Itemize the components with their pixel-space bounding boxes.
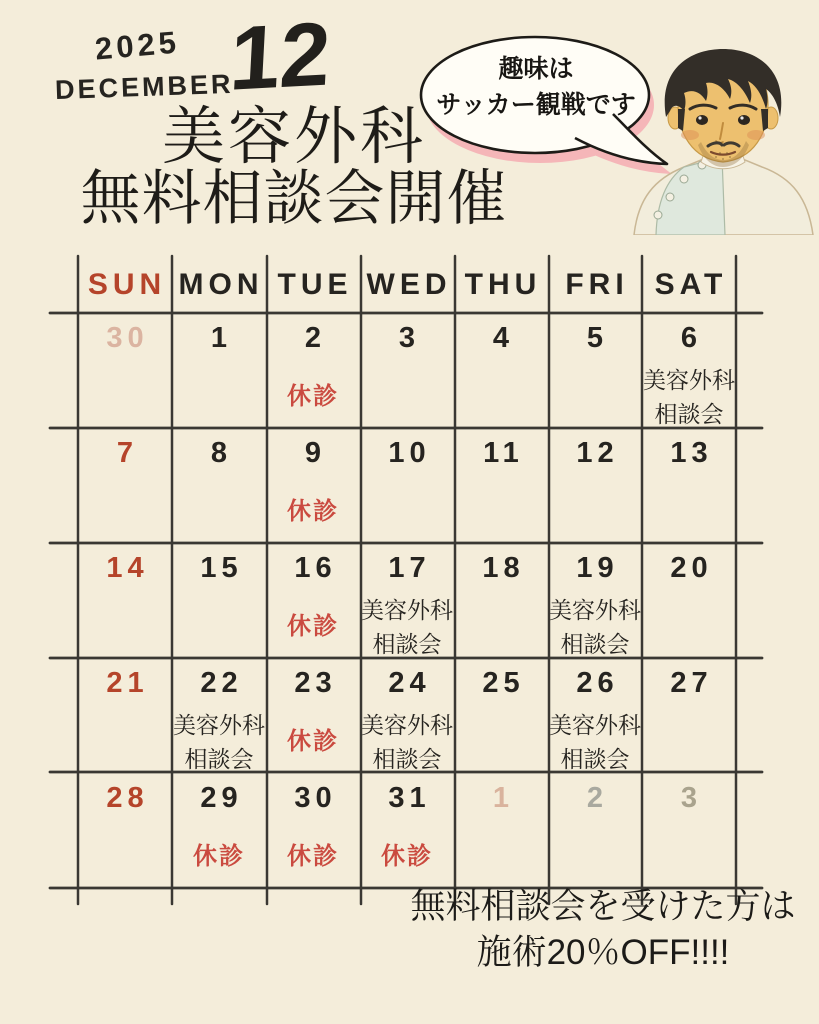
promo-text <box>388 884 818 976</box>
calendar-cell <box>454 543 548 658</box>
event-note: 美容外科 相談会 <box>361 596 453 658</box>
day-number: 6 <box>680 322 703 354</box>
year-label: 2025 <box>93 24 182 67</box>
day-number: 11 <box>483 437 524 469</box>
day-number: 16 <box>294 552 337 584</box>
calendar-cell <box>266 658 360 773</box>
calendar-cell <box>172 658 266 773</box>
calendar-cell <box>454 773 548 888</box>
calendar-cell <box>548 658 642 773</box>
calendar-cell <box>78 313 172 428</box>
speech-bubble-line2: サッカー観戦です <box>436 90 636 119</box>
day-number: 2 <box>304 322 327 354</box>
day-header-thu: THU <box>464 268 542 301</box>
calendar-cell <box>172 313 266 428</box>
speech-bubble-line1: 趣味は <box>498 55 574 83</box>
day-number: 13 <box>670 437 713 469</box>
day-header-sat: SAT <box>654 268 728 301</box>
event-note: 美容外科 相談会 <box>361 711 453 773</box>
calendar-cell <box>266 543 360 658</box>
closed-note: 休診 <box>287 727 339 755</box>
day-number: 2 <box>586 782 609 814</box>
day-number: 25 <box>482 667 525 699</box>
calendar-cell <box>172 543 266 658</box>
calendar-cell <box>454 313 548 428</box>
month-number-label: 12 <box>227 4 333 110</box>
page-title-line2: 無料相談会開催 <box>80 165 508 232</box>
day-number: 9 <box>304 437 327 469</box>
day-number: 10 <box>388 437 431 469</box>
day-number: 30 <box>106 322 149 354</box>
calendar-cell <box>78 658 172 773</box>
closed-note: 休診 <box>193 842 245 870</box>
calendar-cell <box>548 543 642 658</box>
calendar-cell <box>454 428 548 543</box>
day-number: 21 <box>106 667 149 699</box>
day-number: 4 <box>492 322 515 354</box>
calendar-cell <box>172 428 266 543</box>
day-number: 23 <box>294 667 337 699</box>
event-note: 美容外科 相談会 <box>173 711 265 773</box>
day-header-wed: WED <box>366 268 452 301</box>
calendar-cell <box>78 543 172 658</box>
day-number: 7 <box>116 437 139 469</box>
calendar-cell <box>642 773 736 888</box>
day-header-sun: SUN <box>87 268 167 301</box>
calendar-cell <box>454 658 548 773</box>
day-number: 8 <box>210 437 233 469</box>
day-header-fri: FRI <box>565 268 629 301</box>
speech-bubble-text <box>420 52 652 123</box>
calendar-cell <box>78 773 172 888</box>
day-number: 26 <box>576 667 619 699</box>
day-number: 30 <box>294 782 337 814</box>
calendar-cell <box>266 428 360 543</box>
calendar-cell <box>548 428 642 543</box>
day-number: 1 <box>210 322 233 354</box>
event-note: 美容外科 相談会 <box>643 366 735 428</box>
day-header-tue: TUE <box>277 268 353 301</box>
calendar-cell <box>360 428 454 543</box>
calendar-cell <box>360 658 454 773</box>
day-number: 27 <box>670 667 713 699</box>
month-name-label: DECEMBER <box>54 68 234 106</box>
day-number: 3 <box>398 322 421 354</box>
day-number: 19 <box>576 552 619 584</box>
calendar-cell <box>642 658 736 773</box>
calendar-cell <box>360 543 454 658</box>
calendar-grid <box>78 313 736 888</box>
day-number: 20 <box>670 552 713 584</box>
day-number: 15 <box>200 552 243 584</box>
page-title-line1: 美容外科 <box>162 102 426 172</box>
closed-note: 休診 <box>287 497 339 525</box>
closed-note: 休診 <box>381 842 433 870</box>
calendar-cell <box>548 773 642 888</box>
calendar-cell <box>642 543 736 658</box>
day-number: 17 <box>388 552 431 584</box>
promo-line1: 無料相談会を受けた方は <box>410 887 796 926</box>
closed-note: 休診 <box>287 842 339 870</box>
calendar-cell <box>548 313 642 428</box>
event-note: 美容外科 相談会 <box>549 711 641 773</box>
day-number: 28 <box>106 782 149 814</box>
day-number: 12 <box>576 437 619 469</box>
day-number: 5 <box>586 322 609 354</box>
day-number: 29 <box>200 782 243 814</box>
closed-note: 休診 <box>287 612 339 640</box>
calendar-cell <box>360 773 454 888</box>
promo-line2: 施術20％OFF!!!! <box>476 933 730 973</box>
calendar-cell <box>266 313 360 428</box>
calendar-cell <box>266 773 360 888</box>
day-number: 24 <box>388 667 431 699</box>
calendar-cell <box>78 428 172 543</box>
event-note: 美容外科 相談会 <box>549 596 641 658</box>
day-number: 3 <box>680 782 703 814</box>
calendar-cell <box>172 773 266 888</box>
day-number: 22 <box>200 667 243 699</box>
day-number: 1 <box>492 782 515 814</box>
doctor-illustration <box>628 45 819 235</box>
day-header-mon: MON <box>178 268 264 301</box>
closed-note: 休診 <box>287 382 339 410</box>
day-number: 18 <box>482 552 525 584</box>
day-number: 31 <box>388 782 431 814</box>
day-header-row <box>78 257 736 313</box>
calendar-cell <box>360 313 454 428</box>
day-number: 14 <box>106 552 149 584</box>
calendar-cell <box>642 313 736 428</box>
calendar-cell <box>642 428 736 543</box>
